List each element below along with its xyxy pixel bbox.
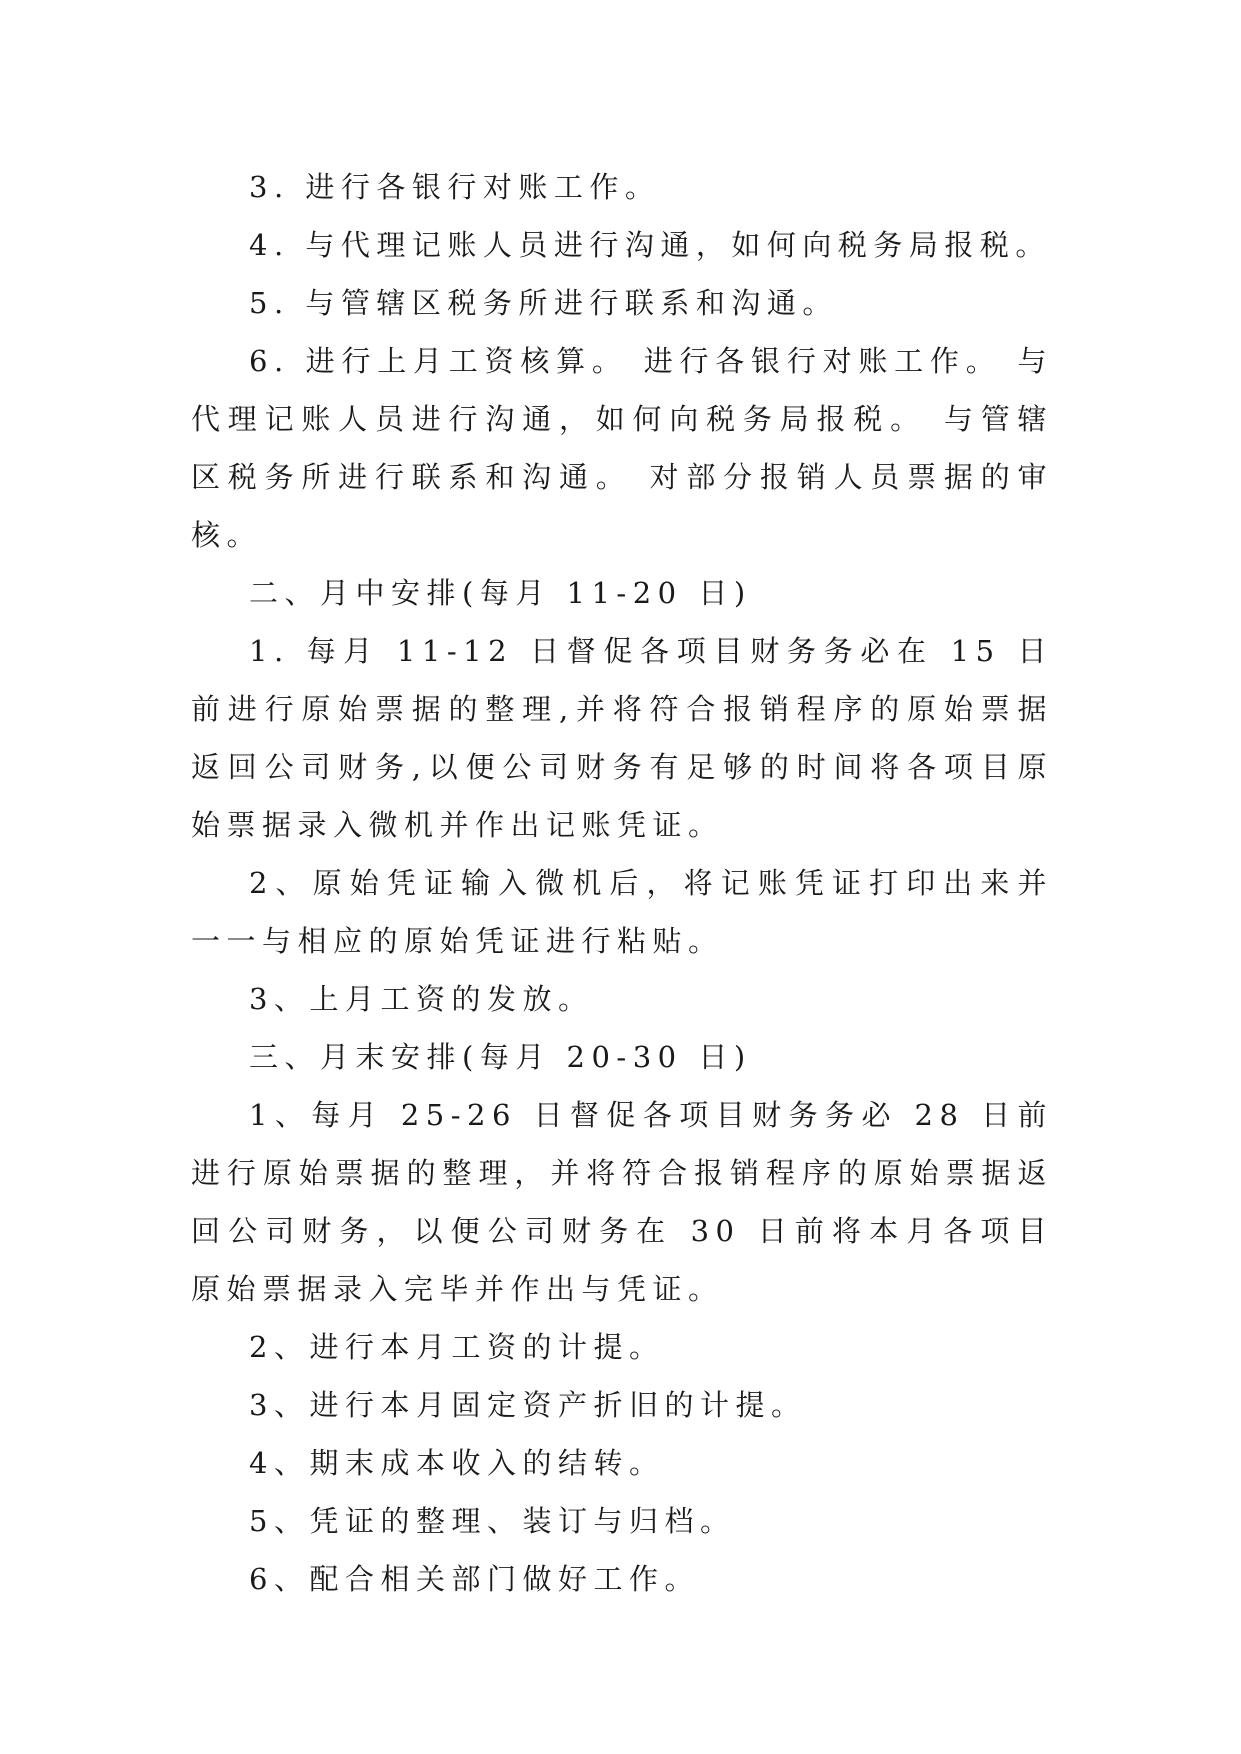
- paragraph-salary-accrual: 2、进行本月工资的计提。: [249, 1330, 665, 1364]
- paragraph-depreciation: 3、进行本月固定资产折旧的计提。: [249, 1388, 807, 1422]
- paragraph-voucher-printing: 2、原始凭证输入微机后，将记账凭证打印出来并一一与相应的原始凭证进行粘贴。: [191, 866, 1053, 958]
- paragraph-cost-income-transfer: 4、期末成本收入的结转。: [249, 1446, 665, 1480]
- paragraph-monthly-summary: 6. 进行上月工资核算。 进行各银行对账工作。 与代理记账人员进行沟通，如何向税务局报税。 与管辖区税务所进行联系和沟通。 对部分报销人员票据的审核。: [191, 344, 1053, 552]
- paragraph-tax-office-contact: 5. 与管辖区税务所进行联系和沟通。: [249, 286, 838, 320]
- paragraph-mid-month-receipts: 1. 每月 11-12 日督促各项目财务务必在 15 日前进行原始票据的整理,并将符合报销程序的原始票据返回公司财务,以便公司财务有足够的时间将各项目原始票据录入微机并作出记账凭证。: [191, 634, 1053, 842]
- paragraph-bookkeeper-communication: 4. 与代理记账人员进行沟通，如何向税务局报税。: [249, 228, 1051, 262]
- section-heading-mid-month: 二、月中安排(每月 11-20 日): [249, 576, 752, 610]
- paragraph-month-end-receipts: 1、每月 25-26 日督促各项目财务务必 28 日前进行原始票据的整理，并将符合报销程序的原始票据返回公司财务，以便公司财务在 30 日前将本月各项目原始票据录入完毕并作出与凭证。: [191, 1098, 1053, 1306]
- document-body: [191, 158, 1053, 1608]
- paragraph-salary-payment: 3、上月工资的发放。: [249, 982, 594, 1016]
- paragraph-department-cooperation: 6、配合相关部门做好工作。: [249, 1562, 700, 1596]
- paragraph-voucher-archiving: 5、凭证的整理、装订与归档。: [249, 1504, 736, 1538]
- paragraph-bank-reconciliation: 3. 进行各银行对账工作。: [249, 170, 661, 204]
- section-heading-month-end: 三、月末安排(每月 20-30 日): [249, 1040, 752, 1074]
